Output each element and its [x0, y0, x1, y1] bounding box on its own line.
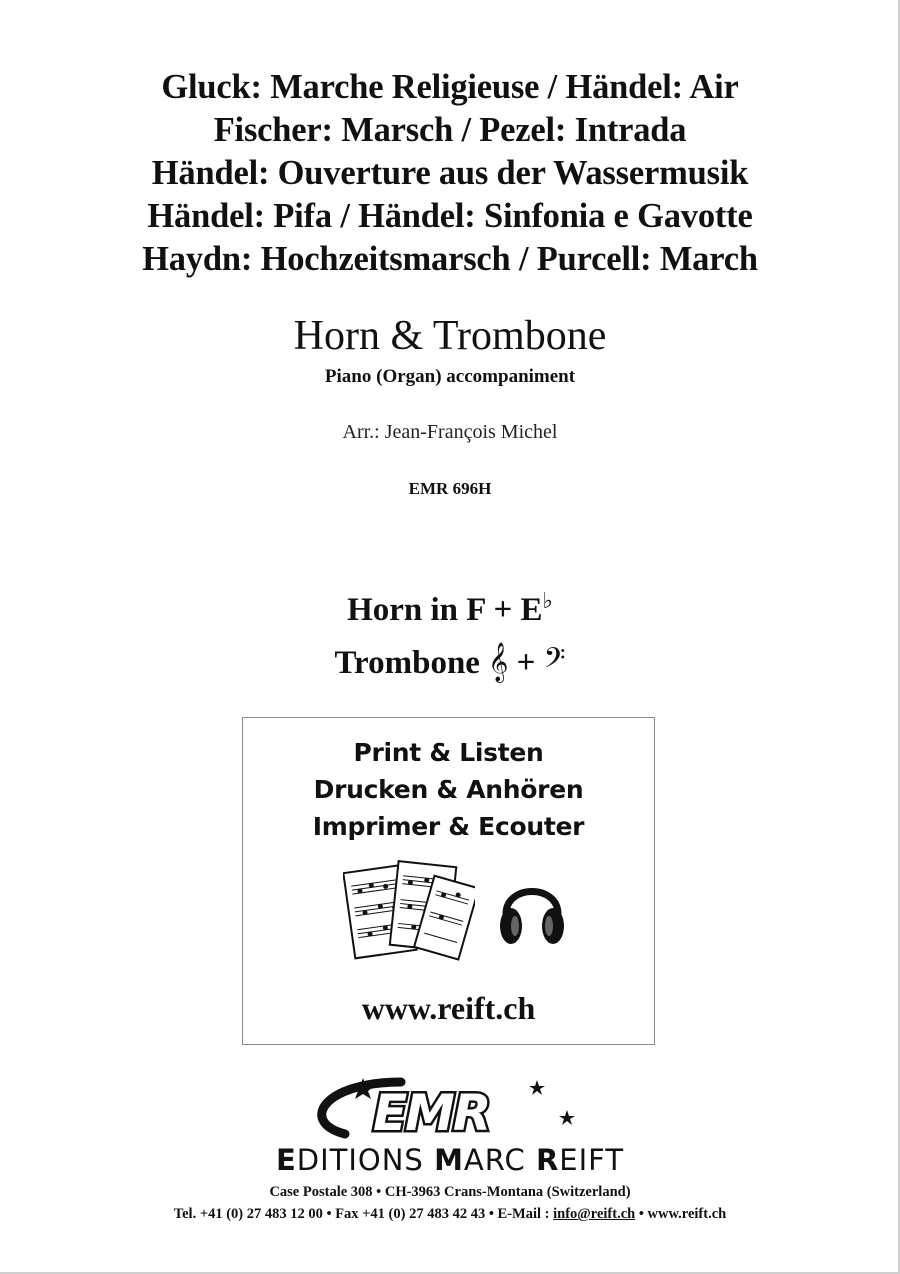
logo-text: EMR	[373, 1084, 490, 1140]
treble-clef-icon: 𝄞	[488, 642, 509, 682]
promo-line-3: Imprimer & Ecouter	[312, 812, 585, 841]
sheet-music-icon	[343, 856, 475, 968]
headphones-icon	[498, 870, 566, 950]
horn-label-text: Horn in F + E	[347, 592, 543, 628]
accompaniment-note: Piano (Organ) accompaniment	[324, 366, 576, 387]
contact-website[interactable]: • www.reift.ch	[635, 1206, 727, 1222]
title-line-3: Händel: Ouverture aus der Wassermusik	[151, 154, 749, 192]
promo-url[interactable]: www.reift.ch	[361, 990, 536, 1026]
brand-word-arc: ARC	[463, 1143, 536, 1177]
publisher-address: Case Postale 308 • CH-3963 Crans-Montana (Switzerland)	[269, 1184, 631, 1200]
trombone-label-text: Trombone	[334, 645, 480, 681]
brand-initial-m: M	[434, 1143, 464, 1177]
email-link[interactable]: info@reift.ch	[553, 1206, 636, 1222]
brand-word-ditions: DITIONS	[296, 1143, 435, 1177]
star-icon	[529, 1080, 545, 1095]
star-icon	[559, 1110, 575, 1125]
arranger-credit: Arr.: Jean-François Michel	[342, 421, 558, 443]
publisher-contact	[0, 1205, 900, 1223]
print-listen-box	[242, 717, 655, 1045]
promo-line-1: Print & Listen	[353, 738, 544, 767]
bass-clef-icon: 𝄢	[543, 642, 566, 682]
flat-sign-icon: ♭	[542, 589, 553, 614]
trombone-part-label	[0, 642, 900, 683]
instrumentation-title: Horn & Trombone	[293, 313, 607, 359]
title-line-1: Gluck: Marche Religieuse / Händel: Air	[161, 68, 739, 106]
catalog-code: EMR 696H	[408, 479, 492, 498]
title-line-5: Haydn: Hochzeitsmarsch / Purcell: March	[142, 240, 758, 278]
brand-initial-e: E	[275, 1143, 297, 1177]
plus-sign: +	[516, 645, 536, 681]
brand-word-eift: EIFT	[559, 1143, 625, 1177]
publisher-name	[0, 1143, 900, 1177]
brand-initial-r: R	[535, 1143, 560, 1177]
promo-text	[243, 734, 654, 845]
emr-logo	[305, 1076, 585, 1140]
title-line-2: Fischer: Marsch / Pezel: Intrada	[213, 111, 687, 149]
piece-titles	[0, 66, 900, 281]
contact-phone-fax: Tel. +41 (0) 27 483 12 00 • Fax +41 (0) 27 483 42 43 • E-Mail :	[173, 1206, 554, 1222]
horn-part-label	[0, 590, 900, 634]
promo-line-2: Drucken & Anhören	[313, 775, 584, 804]
title-line-4: Händel: Pifa / Händel: Sinfonia e Gavotte	[147, 197, 753, 235]
